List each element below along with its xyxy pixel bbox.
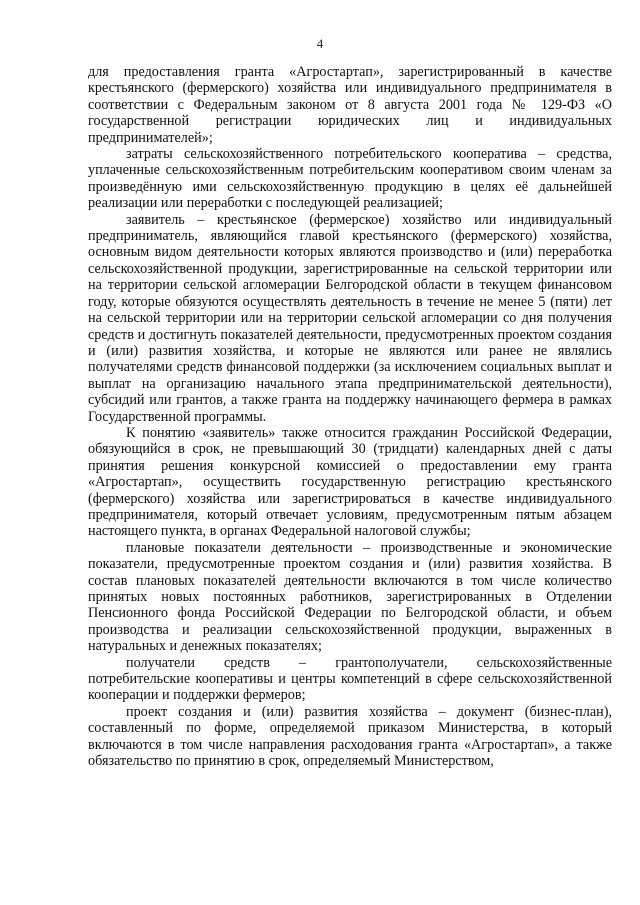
paragraph-business-plan-definition: проект создания и (или) развития хозяйства – документ (бизнес-план), составленный по форме, определяемой приказом Министерства, в который включаются в том числе направления расходования гранта «Агростартап», а также обязательство по принятию в срок, определяемый Министерством, [88, 703, 612, 770]
page-number: 4 [316, 36, 324, 51]
paragraph-applicant-citizen: К понятию «заявитель» также относится гражданин Российской Федерации, обязующийся в срок, не превышающий 30 (тридцати) календарных дней с даты принятия решения конкурсной комиссией о предоставлении ему гранта «Агростартап», осуществить государственную регистрацию крестьянского (фермерского) хозяйства или зарегистрироваться в качестве индивидуального предпринимателя, который отвечает условиям, предусмотренным пятым абзацем настоящего пункта, в органах Федеральной налоговой службы; [88, 424, 612, 540]
paragraph-cooperative-costs-definition: затраты сельскохозяйственного потребительского кооператива – средства, уплаченные сельскохозяйственным потребительским кооперативом своим членам за произведённую ими сельскохозяйственную продукцию в целях её дальнейшей реализации или переработки с последующей реализацией; [88, 146, 612, 212]
paragraph-applicant-definition: заявитель – крестьянское (фермерское) хозяйство или индивидуальный предприниматель, являющийся главой крестьянского (фермерского) хозяйства, основным видом деятельности которых являются производство и (или) переработка сельскохозяйственной продукции, зарегистрированные на сельской территории или на территории сельской агломерации Белгородской области в текущем финансовом году, которые обязуются осуществлять деятельность в течение не менее 5 (пяти) лет на сельской территории или на территории сельской агломерации со дня получения средств и достигнуть показателей деятельности, предусмотренных проектом создания и (или) развития хозяйства, и которые не являются или ранее не являлись получателями средств финансовой поддержки (за исключением социальных выплат и выплат на организацию начального этапа предпринимательской деятельности), субсидий или грантов, а также гранта на поддержку начинающего фермера в рамках Государственной программы. [88, 211, 612, 425]
document-body [88, 64, 612, 769]
paragraph-recipients-definition: получатели средств – грантополучатели, сельскохозяйственные потребительские кооперативы и центры компетенций в сфере сельскохозяйственной кооперации и поддержки фермеров; [88, 654, 612, 704]
paragraph-grant-applicant-continuation: для предоставления гранта «Агростартап», зарегистрированный в качестве крестьянского (фермерского) хозяйства или индивидуального предпринимателя в соответствии с Федеральным законом от 8 августа 2001 года № 129-ФЗ «О государственной регистрации юридических лиц и индивидуальных предпринимателей»; [88, 64, 612, 146]
paragraph-planned-indicators-definition: плановые показатели деятельности – производственные и экономические показатели, предусмотренные проектом создания и (или) развития хозяйства. В состав плановых показателей деятельности включаются в том числе количество принятых новых постоянных работников, зарегистрированных в Отделении Пенсионного фонда Российской Федерации по Белгородской области, и объем производства и реализации сельскохозяйственной продукции, выраженных в натуральных и денежных показателях; [88, 539, 612, 655]
